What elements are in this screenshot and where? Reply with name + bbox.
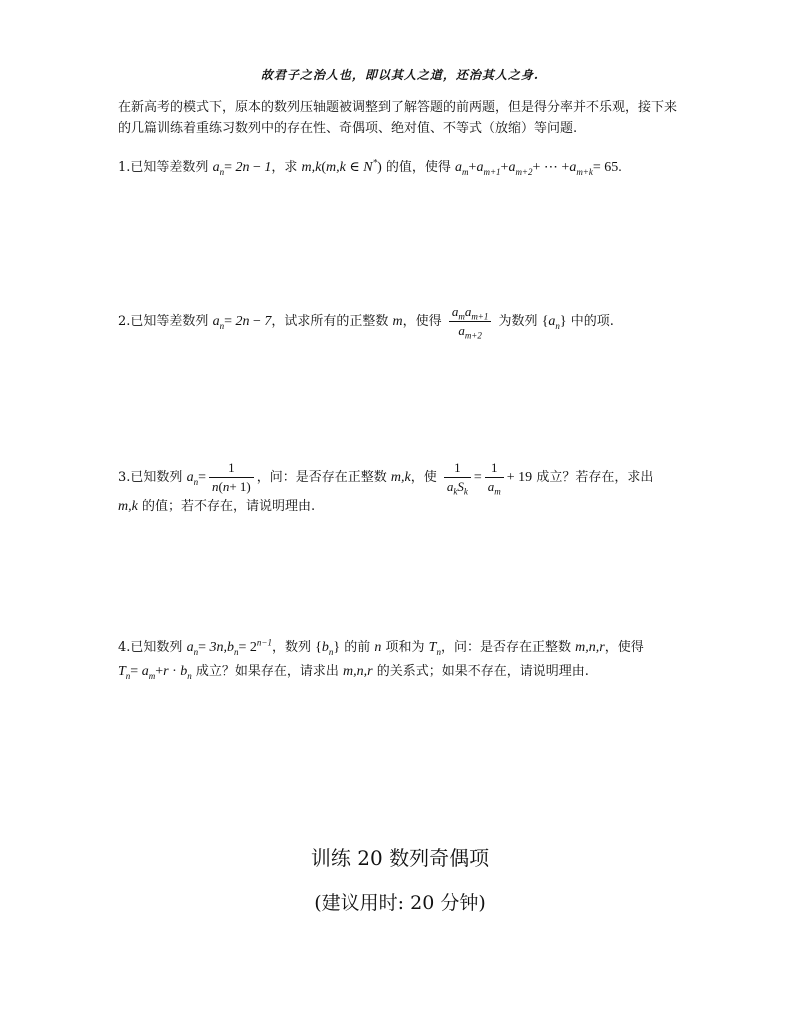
section-title: 训练 20 数列奇偶项: [310, 846, 490, 870]
intro-paragraph: 在新高考的模式下，原本的数列压轴题被调整到了解答题的前两题，但是得分率并不乐观，接下来的几篇训练着重练习数列中的存在性、奇偶项、绝对值、不等式（放缩）等问题.: [118, 100, 678, 136]
math-expression: m,n,r: [343, 664, 373, 679]
math-expression: $a_n= 2n - 1$: [212, 160, 272, 177]
problem-text: 为数列: [498, 314, 538, 329]
math-expression: n: [374, 640, 382, 655]
math-expression: $\{a_n\}$: [541, 314, 567, 331]
problem-text: 已知数列: [130, 640, 183, 655]
problem-text: 已知等差数列: [130, 314, 209, 329]
problem-text: ，问：是否存在正整数: [440, 640, 571, 655]
problem-number: 4.: [118, 640, 131, 655]
problem-text: 的前: [344, 640, 371, 655]
problem-text: ，数列: [271, 640, 311, 655]
problem-text: 已知数列: [130, 470, 183, 485]
section-subtitle: (建议用时: 20 分钟): [314, 892, 486, 914]
problem-number: 3.: [118, 470, 131, 485]
problem-text: ，问：是否存在正整数: [256, 470, 387, 485]
problem-number: 2.: [118, 314, 131, 329]
math-expression: m,k: [390, 470, 411, 485]
math-expression: $a_n=$: [186, 470, 206, 487]
math-expression: + 19: [506, 470, 533, 485]
problem-text: ，使得: [402, 314, 442, 329]
problem-text: 的值，使得: [385, 160, 451, 175]
problem-text: ，使: [410, 470, 437, 485]
problem-text: 项和为: [385, 640, 425, 655]
problem-text: ，求: [271, 160, 298, 175]
math-expression: $T_n= a_m+r \cdot b_n$: [118, 664, 192, 681]
math-expression: $a_m+a_{m+1}+a_{m+2}+$ ⋯ $+a_{m+k}= 65$.: [455, 160, 622, 177]
math-expression: m: [392, 314, 403, 329]
math-expression: =: [473, 470, 482, 485]
problem-text: ，试求所有的正整数: [271, 314, 389, 329]
fraction: $\frac{1}{n(n+ 1)}$: [209, 460, 254, 495]
problem-3: [118, 460, 693, 519]
math-expression: m,k(m,k ∈ N*): [301, 157, 382, 175]
fraction: $\frac{a_ma_{m+1}}{a_{m+2}}$: [449, 304, 492, 339]
math-expression: m,k: [118, 499, 138, 514]
math-expression: $\{b_n\}$: [315, 640, 341, 657]
problem-text: 成立？如果存在，请求出: [195, 664, 339, 679]
math-expression: $a_n= 3n,b_n= 2^{n-1}$: [186, 637, 272, 657]
problem-text: 成立？若存在，求出: [536, 470, 654, 485]
problem-1: [118, 156, 693, 180]
math-expression: m,n,r: [575, 640, 605, 655]
fraction: $\frac{1}{a_m}$: [485, 460, 504, 495]
math-expression: $a_n= 2n - 7$: [212, 314, 272, 331]
problem-text: 已知等差数列: [130, 160, 209, 175]
math-expression: $T_n$: [428, 640, 441, 657]
problem-2: [118, 304, 693, 339]
problem-text: 中的项.: [570, 314, 614, 329]
header-banner: 故君子之治人也，即以其人之道，还治其人之身.: [260, 68, 540, 82]
problem-text: 的值；若不存在，请说明理由.: [141, 499, 316, 514]
problem-text: 的关系式；如果不存在，请说明理由.: [376, 664, 589, 679]
fraction: $\frac{1}{a_kS_k}$: [444, 460, 471, 495]
problem-4: [118, 636, 693, 684]
problem-text: ，使得: [604, 640, 644, 655]
problem-number: 1.: [118, 160, 131, 175]
